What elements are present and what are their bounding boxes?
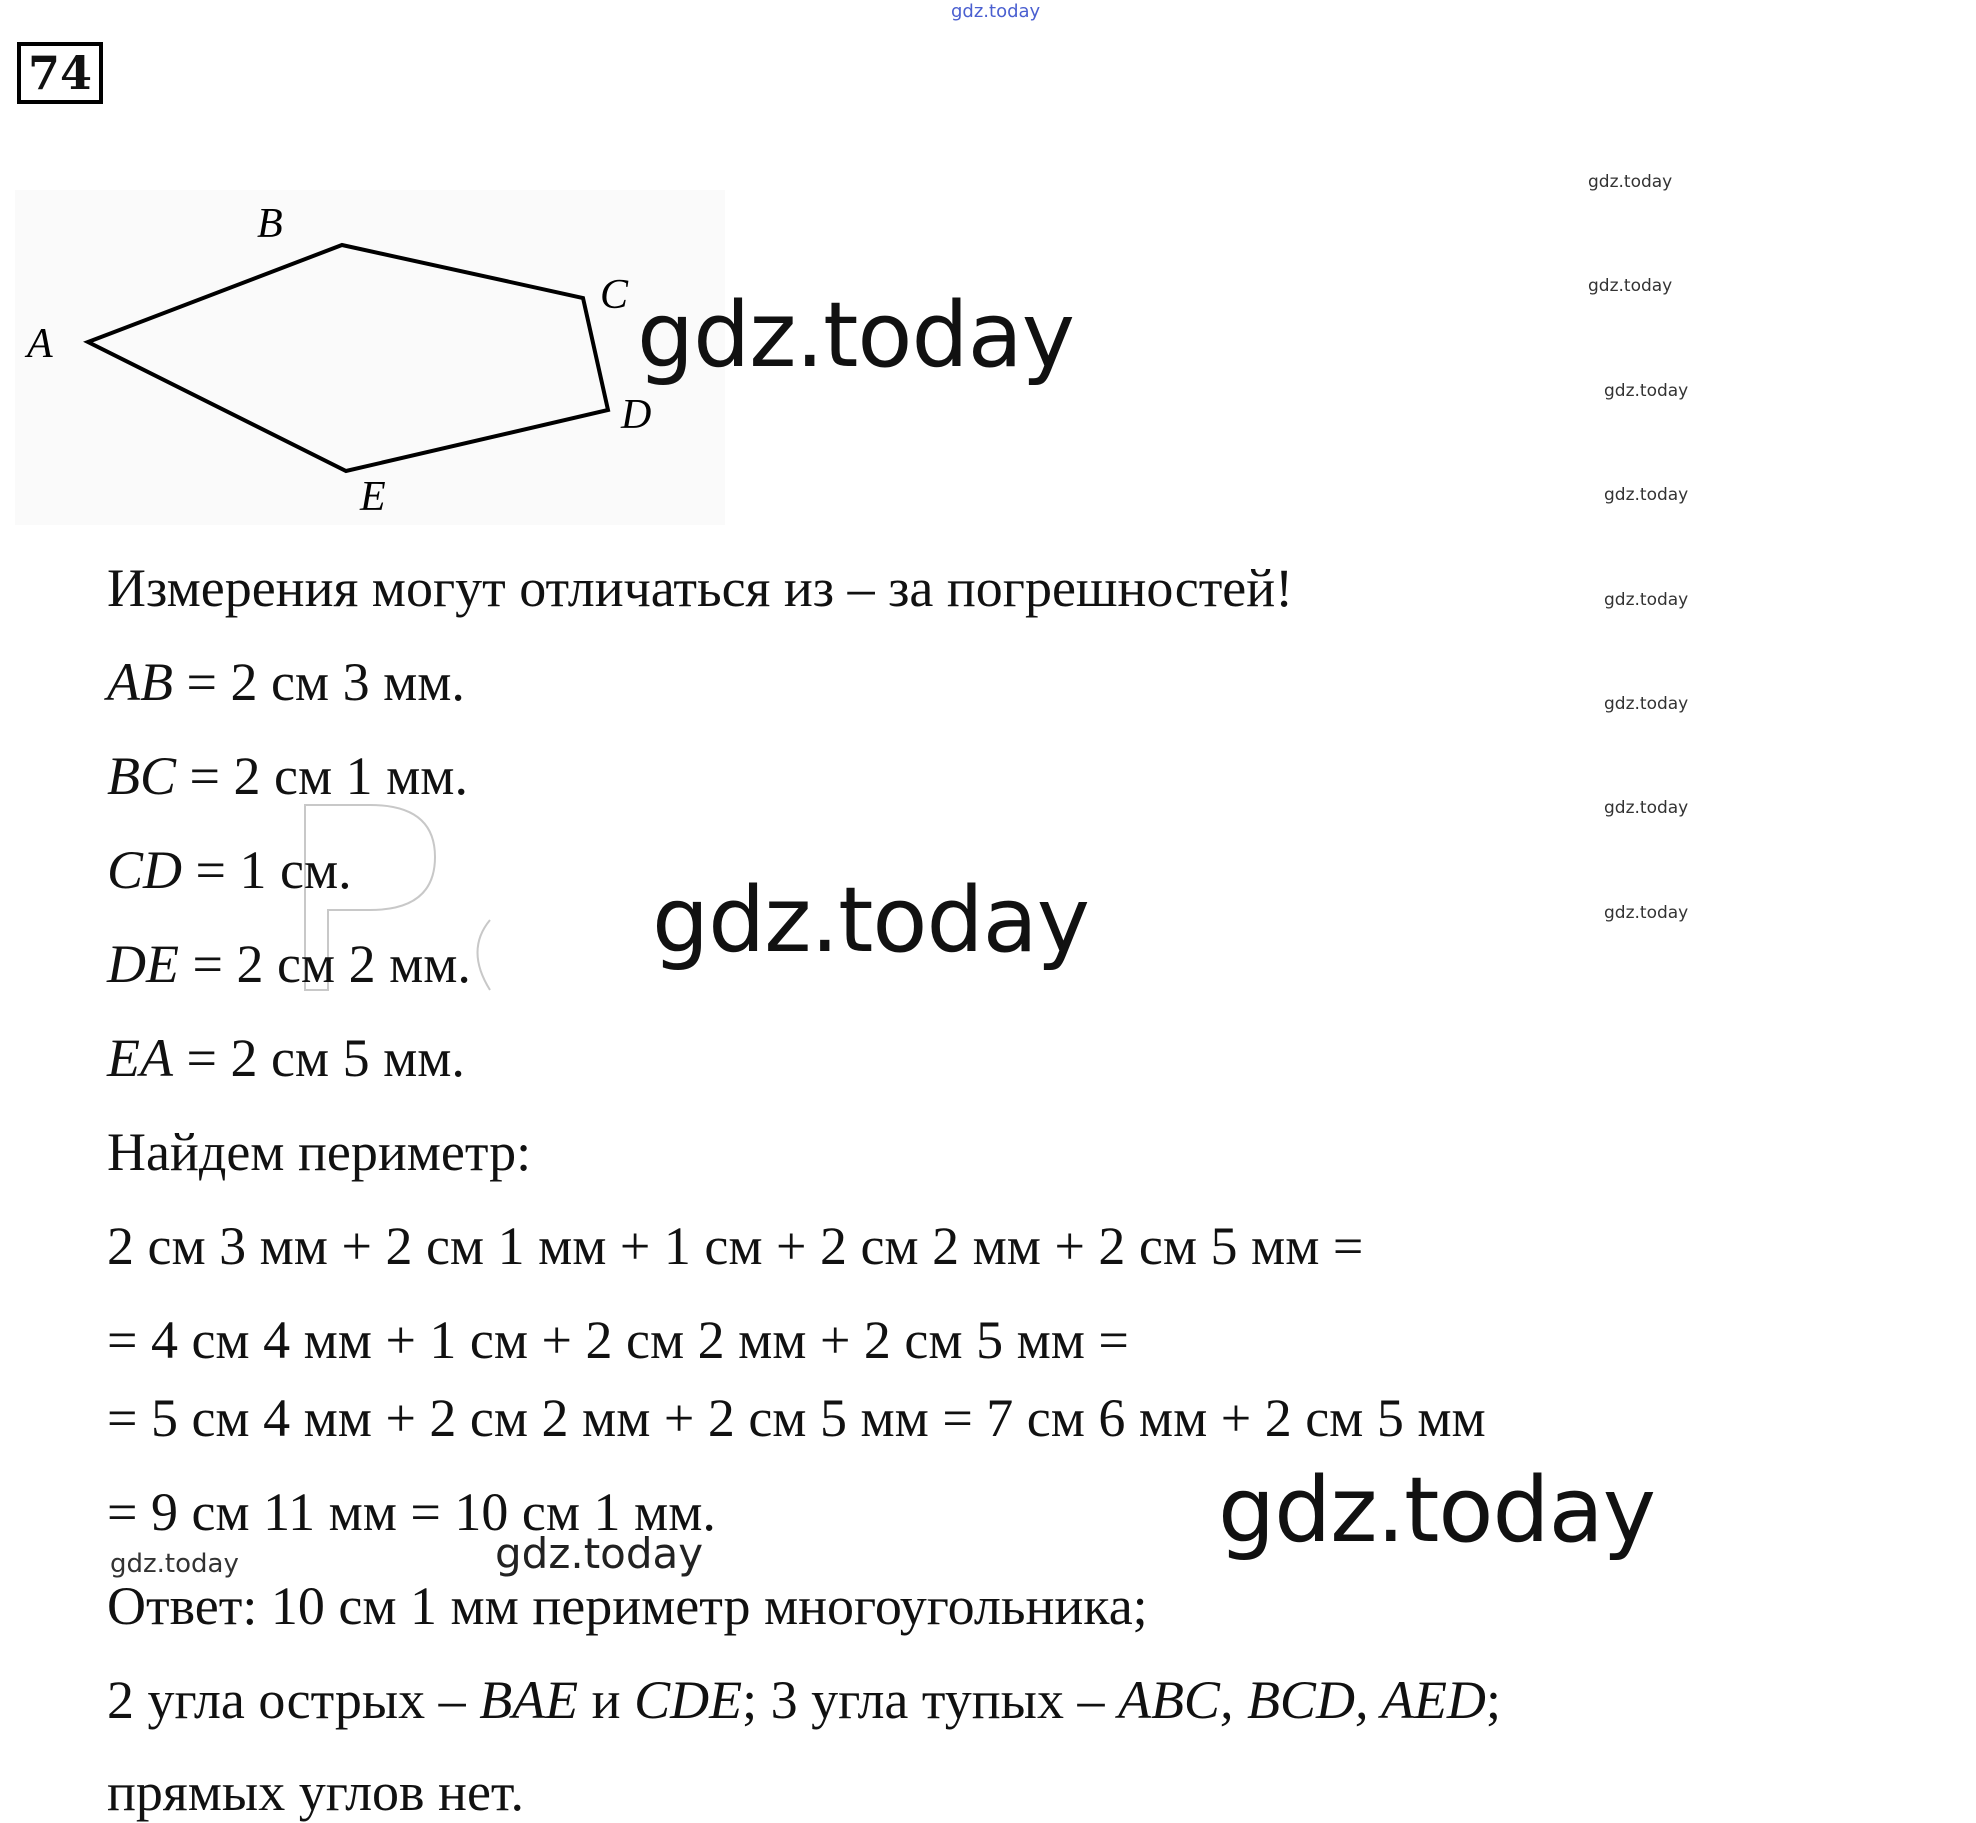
segment-cd: CD: [107, 840, 183, 900]
angles-acute-label: 2 угла острых –: [107, 1670, 480, 1730]
measure-ea: [107, 1028, 465, 1088]
polygon-figure: [15, 190, 725, 525]
angles-and: и: [578, 1670, 635, 1730]
watermark-big-2: gdz.today: [652, 868, 1090, 973]
angles-obtuse-label: ; 3 угла тупых –: [742, 1670, 1118, 1730]
obtuse-angles-list: ABC, BCD, AED: [1117, 1670, 1486, 1730]
watermark-mid: gdz.today: [495, 1529, 704, 1578]
watermark-side-3: gdz.today: [1604, 381, 1689, 401]
calc-line-2: = 4 см 4 мм + 1 см + 2 см 2 мм + 2 см 5 мм =: [107, 1310, 1129, 1370]
calc-line-3: = 5 см 4 мм + 2 см 2 мм + 2 см 5 мм = 7 см 6 мм + 2 см 5 мм: [107, 1388, 1486, 1448]
vertex-label-d: D: [621, 392, 652, 438]
pentagon-diagram: [15, 190, 725, 525]
angle-bae: BAE: [479, 1670, 579, 1730]
value-bc: = 2 см 1 мм.: [176, 746, 468, 806]
watermark-big-3: gdz.today: [1218, 1458, 1656, 1563]
watermark-small-left: gdz.today: [110, 1549, 239, 1579]
value-ab: = 2 см 3 мм.: [172, 652, 465, 712]
find-perimeter-text: Найдем периметр:: [107, 1122, 532, 1182]
measure-bc: [107, 746, 468, 806]
vertex-label-b: B: [257, 201, 283, 247]
watermark-top: gdz.today: [951, 1, 1041, 22]
segment-bc: BC: [107, 746, 177, 806]
vertex-label-a: A: [27, 321, 53, 367]
vertex-label-c: C: [600, 272, 629, 318]
segment-de: DE: [107, 934, 179, 994]
answer-line: Ответ: 10 см 1 мм периметр многоугольника;: [107, 1576, 1148, 1636]
watermark-side-6: gdz.today: [1604, 694, 1689, 714]
watermark-side-7: gdz.today: [1604, 798, 1689, 818]
watermark-side-2: gdz.today: [1588, 276, 1673, 296]
watermark-side-5: gdz.today: [1604, 590, 1689, 610]
measure-cd: [107, 840, 352, 900]
watermark-big-1: gdz.today: [637, 283, 1075, 388]
angles-line: [107, 1670, 1501, 1730]
pentagon-shape: [88, 245, 608, 471]
problem-number: 74: [17, 42, 103, 104]
intro-text: Измерения могут отличаться из – за погрешностей!: [107, 558, 1294, 618]
measure-de: [107, 934, 471, 994]
watermark-side-1: gdz.today: [1588, 172, 1673, 192]
calc-line-4: = 9 см 11 мм = 10 см 1 мм.: [107, 1482, 716, 1542]
watermark-side-8: gdz.today: [1604, 903, 1689, 923]
angle-cde: CDE: [634, 1670, 743, 1730]
value-cd: = 1 см.: [182, 840, 352, 900]
value-ea: = 2 см 5 мм.: [172, 1028, 465, 1088]
watermark-side-4: gdz.today: [1604, 485, 1689, 505]
value-de: = 2 см 2 мм.: [178, 934, 471, 994]
segment-ab: AB: [107, 652, 173, 712]
segment-ea: EA: [107, 1028, 173, 1088]
angles-end: ;: [1485, 1670, 1501, 1730]
calc-line-1: 2 см 3 мм + 2 см 1 мм + 1 см + 2 см 2 мм + 2 см 5 мм =: [107, 1216, 1364, 1276]
measure-ab: [107, 652, 465, 712]
vertex-label-e: E: [360, 474, 386, 520]
right-angles-line: прямых углов нет.: [107, 1762, 524, 1822]
